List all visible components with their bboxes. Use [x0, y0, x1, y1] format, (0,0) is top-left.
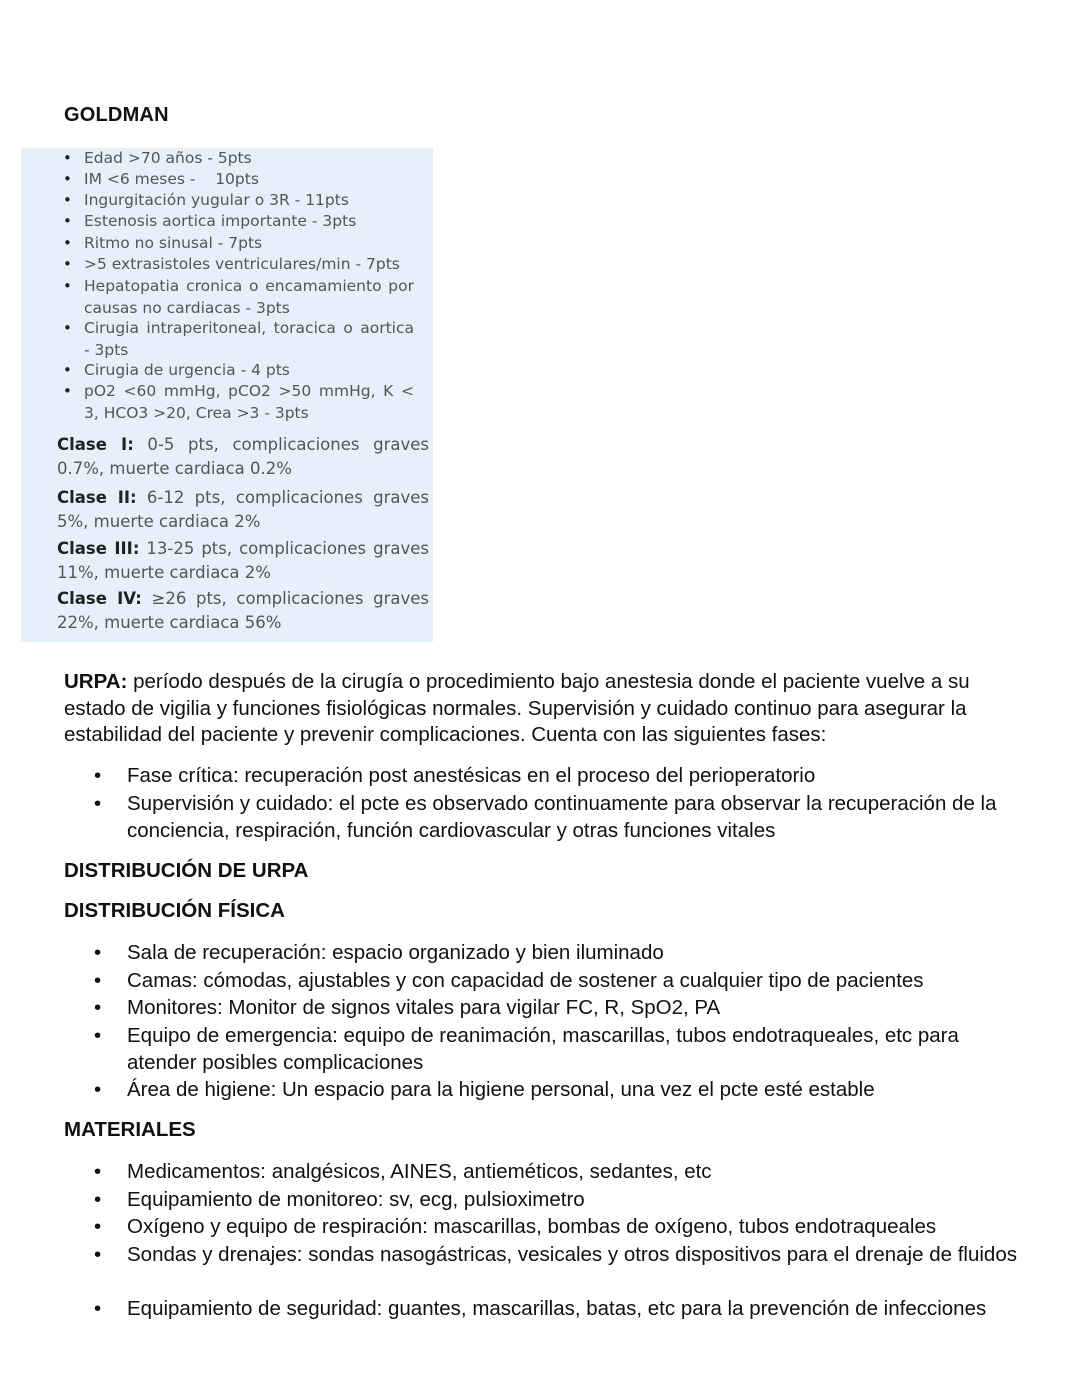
list-item: • Equipamiento de monitoreo: sv, ecg, pulsioximetro: [94, 1188, 585, 1211]
materiales-title: MATERIALES: [64, 1118, 196, 1141]
list-item: • Equipo de emergencia: equipo de reanimación, mascarillas, tubos endotraqueales, etc para atender posibles complicaciones: [94, 1024, 959, 1074]
goldman-criterion: • >5 extrasistoles ventriculares/min - 7pts: [63, 255, 400, 273]
goldman-class-i: Clase I: 0-5 pts, complicaciones graves 0.7%, muerte cardiaca 0.2%: [57, 435, 429, 478]
goldman-class-ii: Clase II: 6-12 pts, complicaciones graves 5%, muerte cardiaca 2%: [57, 488, 429, 531]
goldman-title: GOLDMAN: [64, 104, 169, 126]
list-item: • Supervisión y cuidado: el pcte es observado continuamente para observar la recuperación de la conciencia, respiración, función cardiovascular y otras funciones vitales: [94, 792, 997, 842]
goldman-criterion: • Ingurgitación yugular o 3R - 11pts: [63, 191, 349, 209]
goldman-criteria-box: [21, 148, 433, 642]
list-item: • Medicamentos: analgésicos, AINES, antieméticos, sedantes, etc: [94, 1160, 712, 1183]
list-item: • Monitores: Monitor de signos vitales para vigilar FC, R, SpO2, PA: [94, 996, 721, 1019]
goldman-class-iii: Clase III: 13-25 pts, complicaciones graves 11%, muerte cardiaca 2%: [57, 539, 429, 582]
goldman-criterion: • Estenosis aortica importante - 3pts: [63, 212, 357, 230]
goldman-criterion: • Edad >70 años - 5pts: [63, 149, 252, 167]
goldman-criterion: • IM <6 meses - 10pts: [63, 170, 259, 188]
goldman-criterion: • Cirugia intraperitoneal, toracica o aortica - 3pts: [63, 319, 414, 359]
list-item: • Área de higiene: Un espacio para la higiene personal, una vez el pcte esté estable: [94, 1078, 875, 1101]
goldman-class-iv: Clase IV: ≥26 pts, complicaciones graves 22%, muerte cardiaca 56%: [57, 589, 429, 632]
goldman-criterion: • Cirugia de urgencia - 4 pts: [63, 361, 290, 379]
list-item: • Fase crítica: recuperación post anestésicas en el proceso del perioperatorio: [94, 764, 816, 787]
goldman-criterion: • pO2 <60 mmHg, pCO2 >50 mmHg, K < 3, HCO3 >20, Crea >3 - 3pts: [63, 382, 414, 422]
goldman-criterion: • Hepatopatia cronica o encamamiento por causas no cardiacas - 3pts: [63, 277, 414, 317]
list-item: • Sondas y drenajes: sondas nasogástricas, vesicales y otros dispositivos para el drenaje de fluidos: [94, 1243, 1017, 1266]
distribucion-title: DISTRIBUCIÓN DE URPA: [64, 859, 309, 882]
goldman-criterion: • Ritmo no sinusal - 7pts: [63, 234, 263, 252]
list-item: • Oxígeno y equipo de respiración: mascarillas, bombas de oxígeno, tubos endotraqueales: [94, 1215, 937, 1238]
distribucion-fisica-title: DISTRIBUCIÓN FÍSICA: [64, 899, 285, 922]
urpa-paragraph: URPA: período después de la cirugía o procedimiento bajo anestesia donde el paciente vuelve a su estado de vigilia y funciones fisiológicas normales. Supervisión y cuidado continuo para asegurar la estabilidad del paciente y prevenir complicaciones. Cuenta con las siguientes fases:: [64, 670, 970, 746]
list-item: • Sala de recuperación: espacio organizado y bien iluminado: [94, 941, 664, 964]
list-item: • Equipamiento de seguridad: guantes, mascarillas, batas, etc para la prevención de infecciones: [94, 1297, 987, 1320]
list-item: • Camas: cómodas, ajustables y con capacidad de sostener a cualquier tipo de pacientes: [94, 969, 924, 992]
